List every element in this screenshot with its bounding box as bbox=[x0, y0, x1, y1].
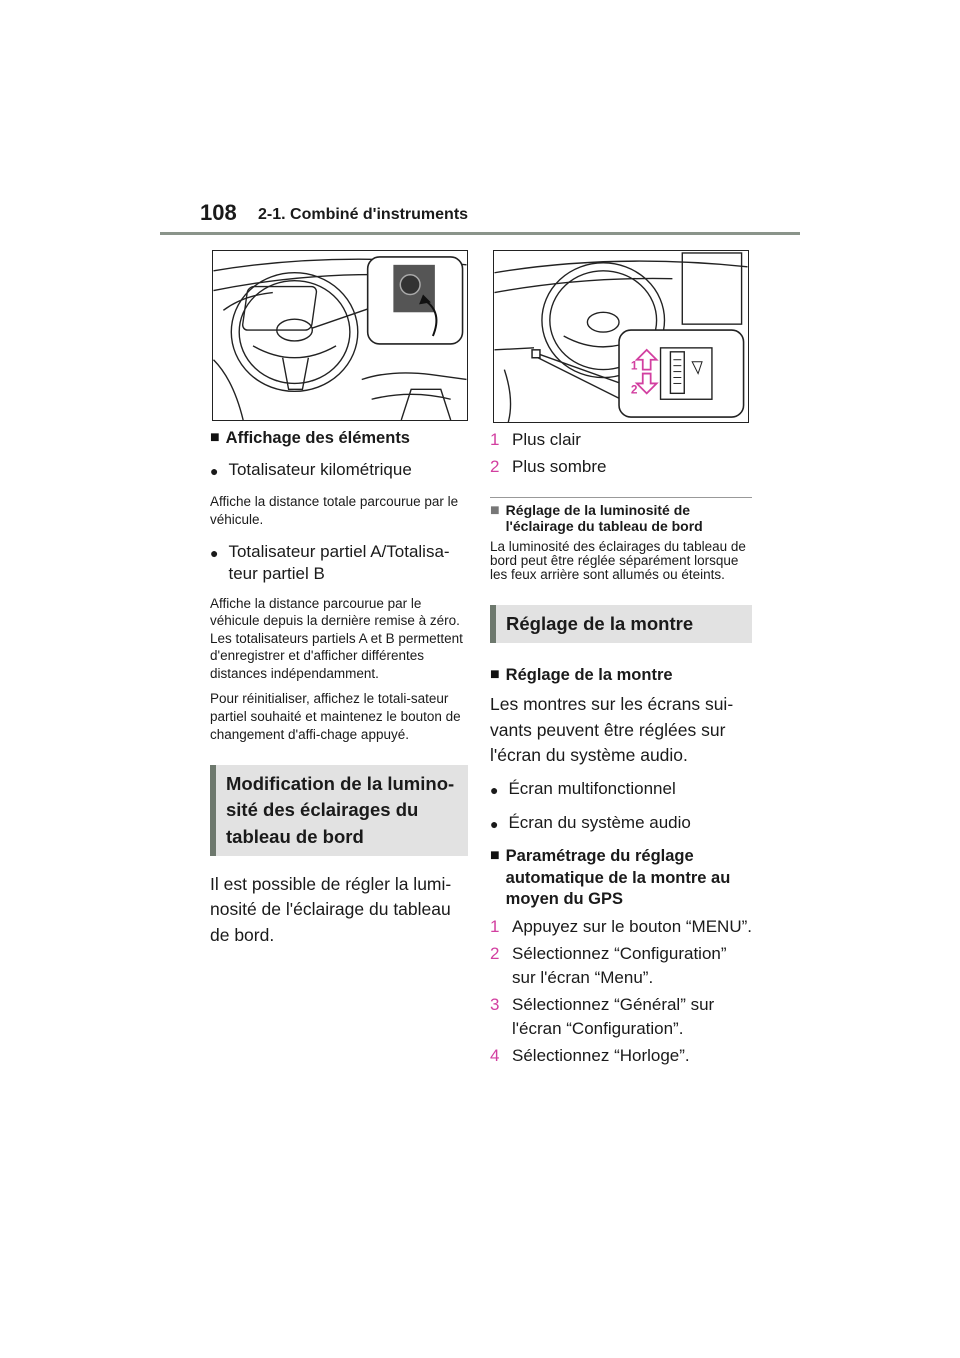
square-bullet-icon: ■ bbox=[210, 429, 220, 446]
bullet-dot-icon: ● bbox=[210, 544, 219, 561]
odometer-description: Affiche la distance totale parcourue par le véhicule. bbox=[210, 494, 459, 527]
step-brighter: 1 Plus clair bbox=[490, 430, 581, 449]
bullet-dot-icon: ● bbox=[210, 463, 219, 480]
right-column bbox=[490, 428, 752, 1067]
bullet-multi-display: ● Écran multifonctionnel bbox=[490, 778, 752, 802]
bullet-dot-icon: ● bbox=[490, 782, 499, 799]
square-bullet-icon: ■ bbox=[490, 501, 500, 519]
steering-wheel-illustration-left bbox=[212, 250, 468, 421]
steering-wheel-drawing bbox=[213, 251, 467, 420]
header-divider bbox=[160, 232, 800, 235]
figure-label-2: 2 bbox=[630, 382, 638, 397]
clock-paragraph: Les montres sur les écrans sui-vants peuvent être réglées sur l'écran du système audio. bbox=[490, 694, 734, 766]
square-bullet-icon: ■ bbox=[490, 665, 500, 683]
bullet-trip-meter: ● Totalisateur partiel A/Totalisa-teur partiel B bbox=[210, 541, 468, 585]
bullet-dot-icon: ● bbox=[490, 816, 499, 833]
bullet-audio-display: ● Écran du système audio bbox=[490, 812, 752, 836]
sub-description: La luminosité des éclairages du tableau de bord peut être réglée séparément lorsque les feux arrière sont allumés ou éteints. bbox=[490, 539, 746, 583]
figure-label-1: 1 bbox=[630, 358, 638, 373]
box-heading-clock: Réglage de la montre bbox=[490, 605, 752, 643]
section-title: 2-1. Combiné d'instruments bbox=[258, 206, 469, 223]
trip-description: Affiche la distance parcourue par le véhicule depuis la dernière remise à zéro. Les totalisateurs partiels A et B permettent d'enregistrer et d'afficher différentes distances indépendamment. bbox=[210, 595, 463, 681]
heading-gps: ■ Paramétrage du réglage automatique de la montre au moyen du GPS bbox=[490, 847, 731, 909]
gps-step-1: 1 Appuyez sur le bouton “MENU”. bbox=[490, 916, 752, 936]
sub-divider bbox=[490, 497, 752, 498]
page-number: 108 bbox=[200, 200, 237, 225]
gps-step-4: 4 Sélectionnez “Horloge”. bbox=[490, 1046, 690, 1066]
brightness-paragraph: Il est possible de régler la lumi-nosité de l'éclairage du tableau de bord. bbox=[210, 873, 452, 945]
square-bullet-icon: ■ bbox=[490, 847, 500, 865]
dashboard-dimmer-illustration-right bbox=[493, 250, 749, 423]
page-header bbox=[0, 0, 960, 240]
heading-clock: ■ Réglage de la montre bbox=[490, 665, 673, 684]
gps-step-2: 2 Sélectionnez “Configuration” sur l'écran “Menu”. bbox=[490, 944, 727, 987]
left-column bbox=[210, 428, 468, 948]
trip-reset-description: Pour réinitialiser, affichez le totali-sateur partiel souhaité et maintenez le bouton de changement d'affi-chage appuyé. bbox=[210, 691, 461, 742]
box-heading-brightness: Modification de la lumino-sité des éclairages du tableau de bord bbox=[210, 765, 468, 856]
heading-affichage: ■ Affichage des éléments bbox=[210, 429, 410, 447]
dimmer-drawing bbox=[494, 251, 748, 422]
step-darker: 2 Plus sombre bbox=[490, 457, 607, 477]
sub-heading-brightness: ■ Réglage de la luminosité de l'éclairage du tableau de bord bbox=[490, 501, 703, 534]
gps-step-3: 3 Sélectionnez “Général” sur l'écran “Configuration”. bbox=[490, 995, 715, 1038]
bullet-odometer: ● Totalisateur kilométrique bbox=[210, 459, 468, 483]
